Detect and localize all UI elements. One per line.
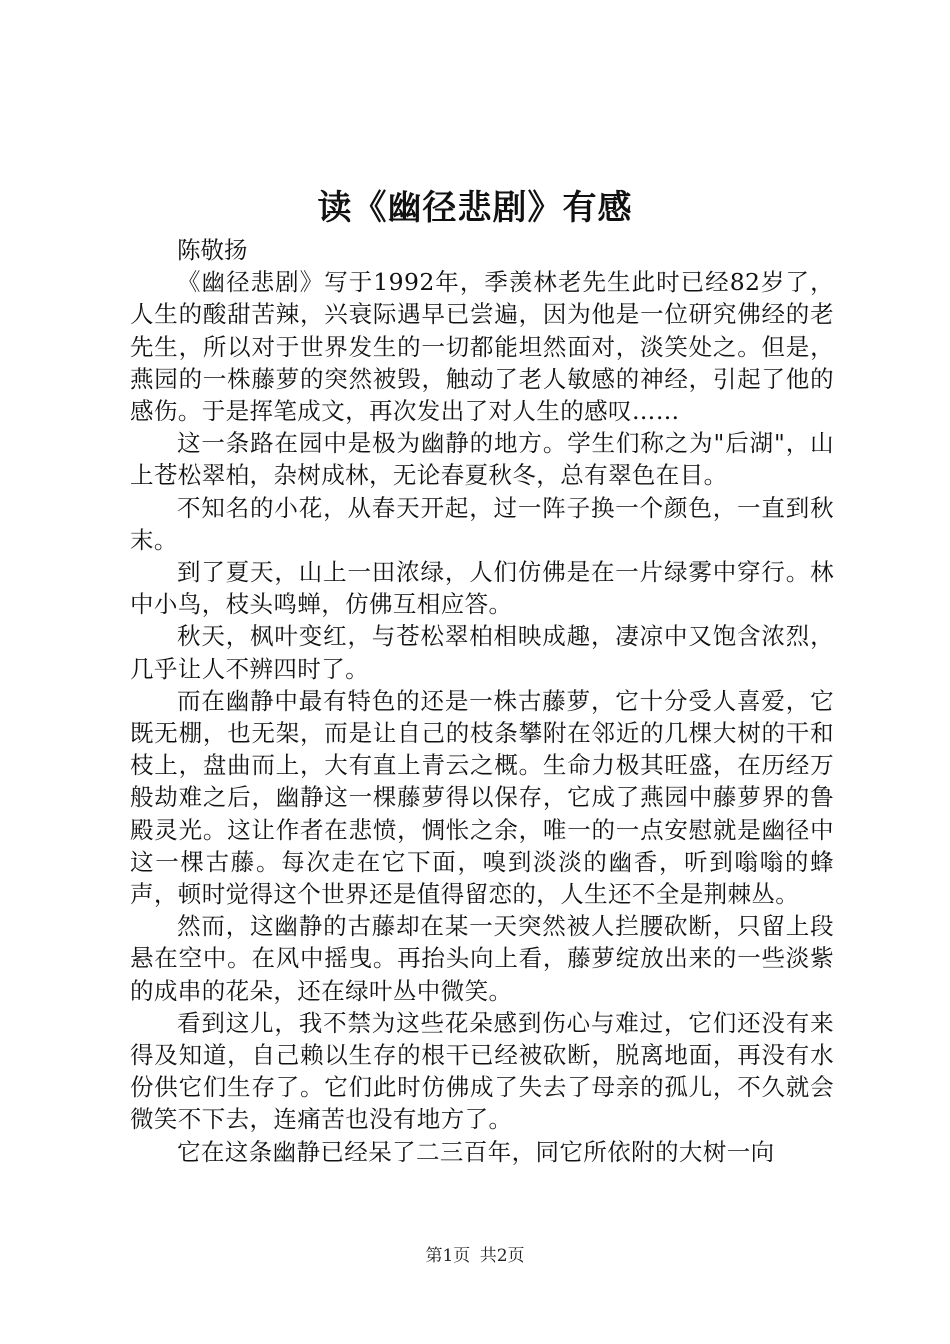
page-footer	[0, 1244, 950, 1268]
page-number: 第1页	[425, 1246, 471, 1266]
paragraph: 而在幽静中最有特色的还是一株古藤萝，它十分受人喜爱，它既无棚，也无架，而是让自己的枝条攀附在邻近的几棵大树的干和枝上，盘曲而上，大有直上青云之概。生命力极其旺盛，在历经万般劫难之后，幽静这一棵藤萝得以保存，它成了燕园中藤萝界的鲁殿灵光。这让作者在悲愤，惆怅之余，唯一的一点安慰就是幽径中这一棵古藤。每次走在它下面，嗅到淡淡的幽香，听到嗡嗡的蜂声，顿时觉得这个世界还是值得留恋的，人生还不全是荆棘丛。	[130, 686, 834, 909]
document-body	[130, 234, 834, 1168]
paragraph: 然而，这幽静的古藤却在某一天突然被人拦腰砍断，只留上段悬在空中。在风中摇曳。再抬头向上看，藤萝绽放出来的一些淡紫的成串的花朵，还在绿叶丛中微笑。	[130, 912, 834, 1005]
page-total: 共2页	[479, 1246, 525, 1266]
paragraph: 看到这儿，我不禁为这些花朵感到伤心与难过，它们还没有来得及知道，自己赖以生存的根干已经被砍断，脱离地面，再没有水份供它们生存了。它们此时仿佛成了失去了母亲的孤儿，不久就会微笑不下去，连痛苦也没有地方了。	[130, 1008, 834, 1134]
paragraph: 不知名的小花，从春天开起，过一阵子换一个颜色，一直到秋末。	[130, 493, 834, 554]
document-title: 读《幽径悲剧》有感	[317, 188, 633, 228]
author-name: 陈敬扬	[177, 236, 248, 264]
paragraph: 秋天，枫叶变红，与苍松翠柏相映成趣，凄凉中又饱含浓烈，几乎让人不辨四时了。	[130, 622, 834, 683]
paragraph: 到了夏天，山上一田浓绿，人们仿佛是在一片绿雾中穿行。林中小鸟，枝头鸣蝉，仿佛互相应答。	[130, 558, 834, 619]
paragraph: 它在这条幽静已经呆了二三百年，同它所依附的大树一向	[177, 1137, 775, 1166]
paragraph: 这一条路在园中是极为幽静的地方。学生们称之为"后湖"，山上苍松翠柏，杂树成林，无论春夏秋冬，总有翠色在目。	[130, 429, 834, 490]
paragraph: 《幽径悲剧》写于1992年，季羡林老先生此时已经82岁了，人生的酸甜苦辣，兴衰际遇早已尝遍，因为他是一位研究佛经的老先生，所以对于世界发生的一切都能坦然面对，淡笑处之。但是，燕园的一株藤萝的突然被毁，触动了老人敏感的神经，引起了他的感伤。于是挥笔成文，再次发出了对人生的感叹……	[130, 268, 834, 426]
